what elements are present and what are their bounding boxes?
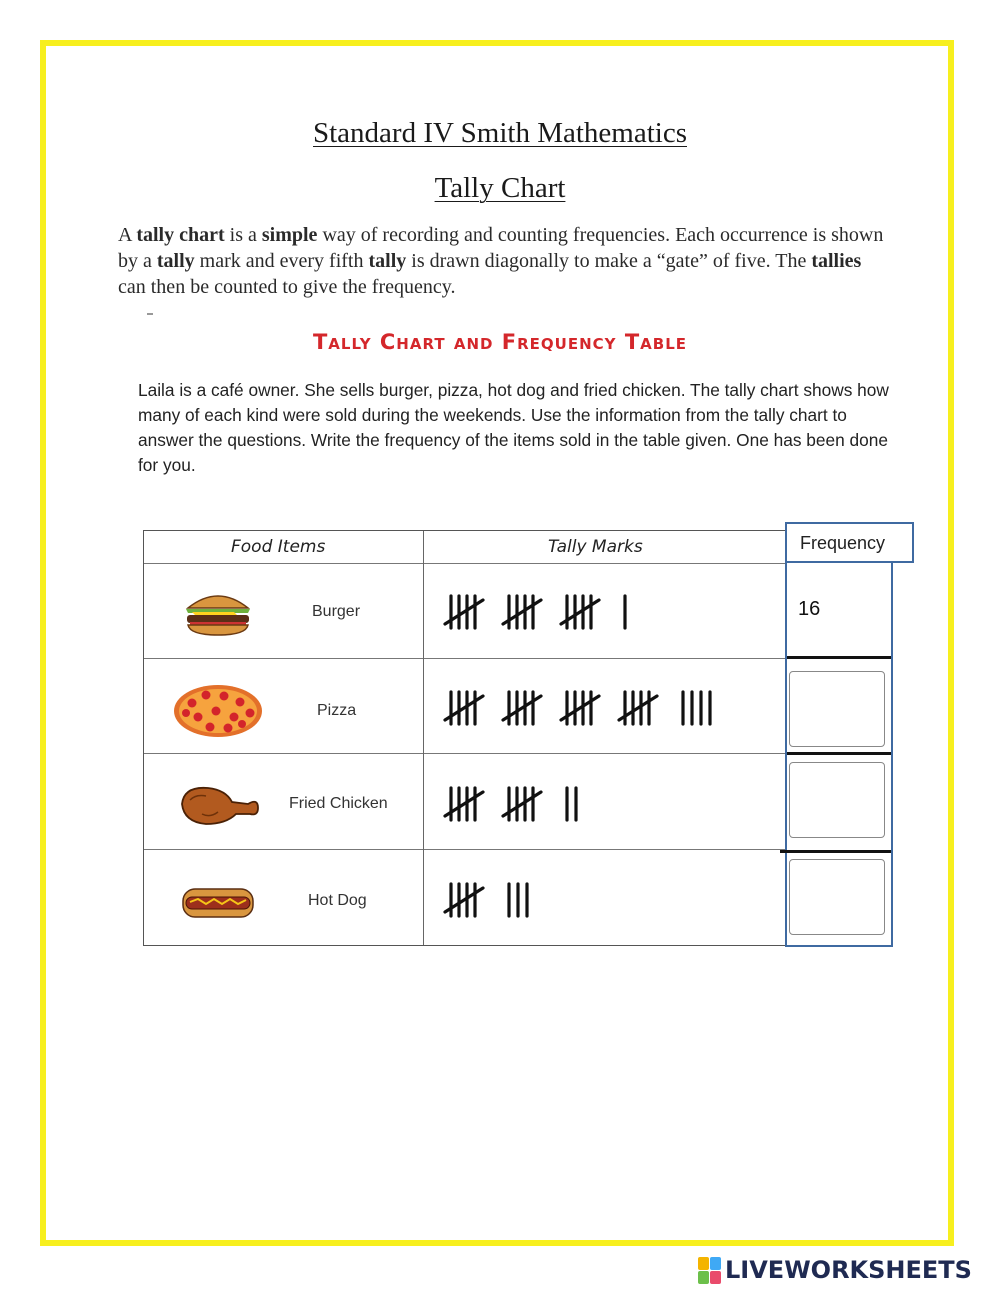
worksheet-heading: Tally Chart and Frequency Table <box>312 330 688 354</box>
intro-bold-term: tallies <box>811 250 862 272</box>
tally-marks-burger <box>443 586 783 636</box>
fried-chicken-icon <box>176 782 260 828</box>
tally-marks-hot-dog <box>443 874 783 924</box>
intro-bold-term: tally chart <box>136 224 225 246</box>
frequency-input-fried-chicken[interactable] <box>789 762 885 838</box>
intro-bold-term: tally <box>156 250 195 272</box>
frequency-input-hot-dog[interactable] <box>789 859 885 935</box>
frequency-divider <box>780 850 891 853</box>
stray-mark <box>147 313 153 315</box>
food-label-burger: Burger <box>312 603 361 620</box>
frequency-value-burger: 16 <box>798 598 821 620</box>
intro-paragraph <box>118 222 893 300</box>
tally-marks-pizza <box>443 682 783 732</box>
frequency-input-pizza[interactable] <box>789 671 885 747</box>
food-label-fried-chicken: Fried Chicken <box>289 795 388 812</box>
frequency-divider <box>787 656 891 659</box>
liveworksheets-logo[interactable] <box>698 1256 972 1284</box>
intro-text: is drawn diagonally to make a “gate” of five. The <box>406 250 812 272</box>
page-subtitle: Tally Chart <box>434 172 566 204</box>
hot-dog-icon <box>180 885 256 921</box>
food-label-hot-dog: Hot Dog <box>308 892 367 909</box>
intro-text: can then be counted to give the frequency. <box>118 276 456 298</box>
food-label-pizza: Pizza <box>317 702 357 719</box>
logo-blocks-icon <box>698 1257 721 1284</box>
pizza-icon <box>172 683 264 739</box>
instructions: Laila is a café owner. She sells burger, pizza, hot dog and fried chicken. The tally chart shows how many of each kind were sold during the weekends. Use the information from the tally chart to answer the questions. Write the frequency of the items sold in the table given. One has been done for you. <box>138 380 889 475</box>
intro-text: is a <box>224 224 262 246</box>
page-title: Standard IV Smith Mathematics <box>313 117 687 149</box>
burger-icon <box>182 588 254 638</box>
header-frequency: Frequency <box>785 522 914 563</box>
frequency-divider <box>787 752 891 755</box>
header-food-items: Food Items <box>231 537 326 557</box>
intro-text: A <box>118 224 137 246</box>
brand-name: LIVEWORKSHEETS <box>725 1256 972 1284</box>
intro-text: mark and every fifth <box>194 250 369 272</box>
intro-text: way of recording and counting frequencies. Each occurrence is shown by a <box>118 224 884 272</box>
intro-bold-term: simple <box>261 224 318 246</box>
intro-bold-term: tally <box>368 250 407 272</box>
tally-marks-fried-chicken <box>443 778 783 828</box>
header-tally-marks: Tally Marks <box>548 537 643 557</box>
